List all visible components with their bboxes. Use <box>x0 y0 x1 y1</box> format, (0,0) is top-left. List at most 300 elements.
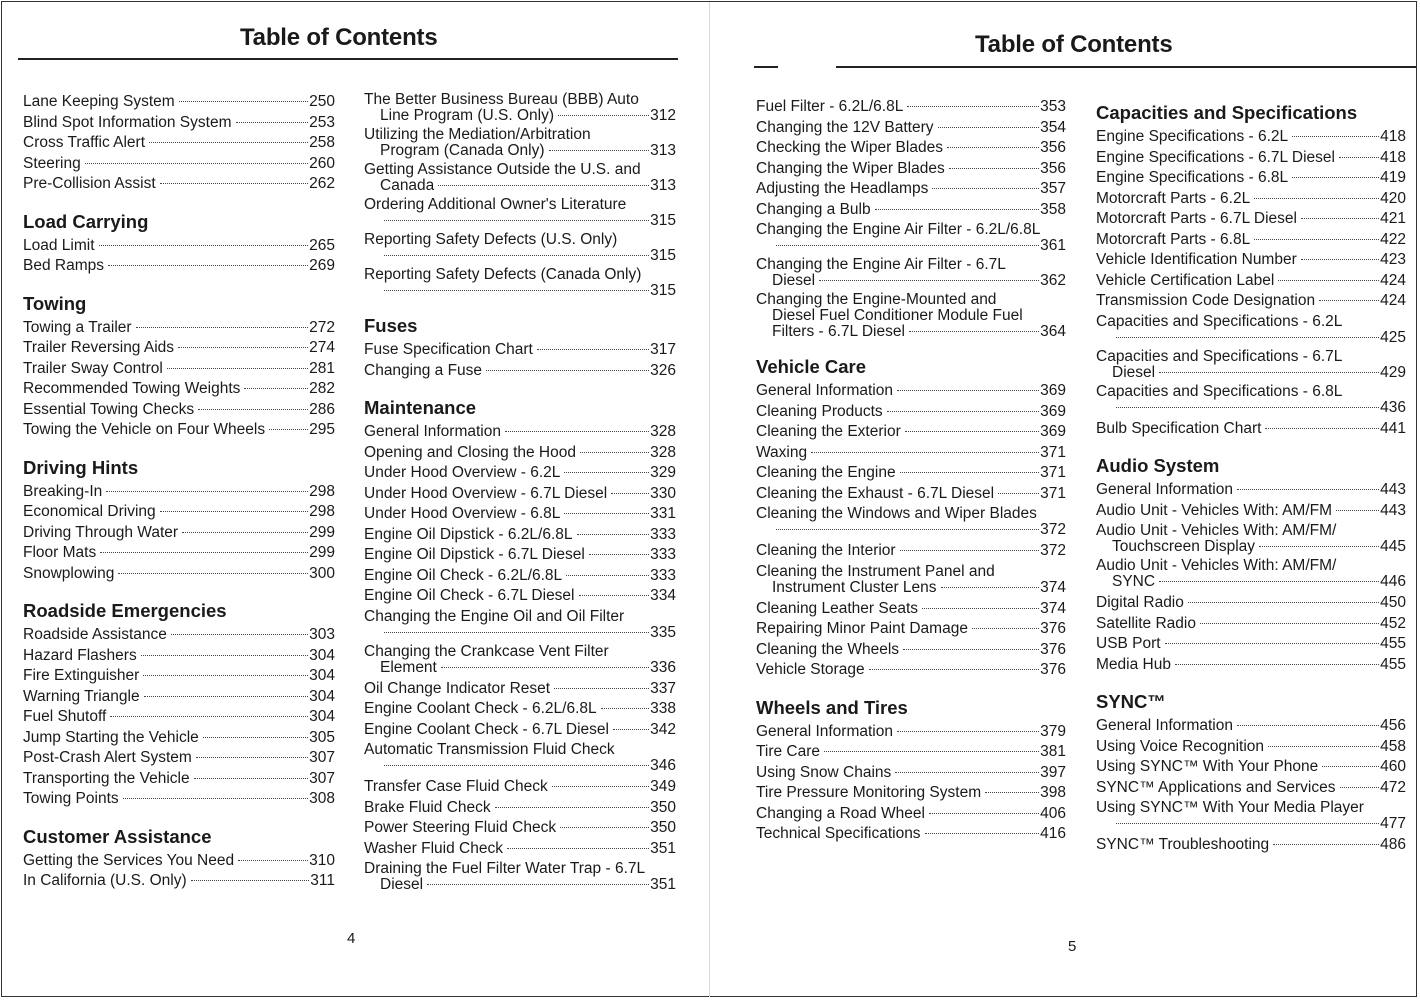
toc-entry[interactable] <box>364 340 676 361</box>
toc-entry[interactable] <box>1096 737 1406 758</box>
dot-leader <box>123 798 308 799</box>
toc-entry[interactable] <box>23 338 335 359</box>
entry-page-number: 350 <box>650 798 676 816</box>
entry-title-continued: Diesel <box>1112 363 1156 381</box>
dot-leader <box>897 390 1039 391</box>
entry-title: Getting Assistance Outside the U.S. and <box>364 161 641 178</box>
entry-second-line <box>364 877 676 893</box>
toc-entry[interactable] <box>756 179 1066 200</box>
toc-entry[interactable] <box>756 402 1066 423</box>
entry-title: Engine Specifications - 6.7L Diesel <box>1096 148 1335 166</box>
toc-entry[interactable] <box>1096 314 1406 346</box>
toc-entry[interactable] <box>23 543 335 564</box>
toc-entry[interactable] <box>364 422 676 443</box>
dot-leader <box>160 183 308 184</box>
dot-leader <box>106 491 308 492</box>
toc-entry[interactable] <box>756 824 1066 845</box>
toc-entry[interactable] <box>1096 614 1406 635</box>
dot-leader <box>922 608 1039 609</box>
entry-title: Engine Oil Check - 6.2L/6.8L <box>364 566 563 584</box>
toc-entry[interactable] <box>364 699 676 720</box>
dot-leader <box>558 115 649 116</box>
toc-entry[interactable] <box>23 256 335 277</box>
entry-page-number: 350 <box>650 819 676 836</box>
toc-entry[interactable] <box>1096 757 1406 778</box>
toc-entry[interactable] <box>23 687 335 708</box>
dot-leader <box>895 772 1039 773</box>
toc-entry[interactable] <box>756 783 1066 804</box>
dot-leader <box>171 634 308 635</box>
entry-title: Oil Change Indicator Reset <box>364 679 551 697</box>
toc-entry[interactable] <box>756 804 1066 825</box>
entry-title-continued: Canada <box>380 177 435 194</box>
toc-entry[interactable] <box>1096 250 1406 271</box>
toc-section <box>756 97 1066 340</box>
toc-entry[interactable] <box>1096 349 1406 381</box>
entry-title: Hazard Flashers <box>23 646 137 664</box>
dot-leader <box>118 573 308 574</box>
entry-page-number: 361 <box>1040 237 1066 254</box>
toc-entry[interactable] <box>364 525 676 546</box>
entry-page-number: 460 <box>1380 758 1406 775</box>
section-heading: Capacities and Specifications <box>1096 102 1358 123</box>
toc-entry[interactable] <box>23 133 335 154</box>
dot-leader <box>198 409 308 410</box>
entry-page-number: 472 <box>1380 778 1406 796</box>
entry-page-number: 425 <box>1380 328 1406 346</box>
toc-entry[interactable] <box>23 400 335 421</box>
toc-entry[interactable] <box>756 722 1066 743</box>
entry-page-number: 424 <box>1380 271 1406 289</box>
section-heading: Towing <box>23 292 87 314</box>
entry-page-number: 371 <box>1040 484 1066 502</box>
toc-entry[interactable] <box>23 379 335 400</box>
entry-page-number: 305 <box>309 728 335 746</box>
entry-page-number: 300 <box>309 564 335 582</box>
toc-entry[interactable] <box>364 92 676 124</box>
dot-leader <box>507 848 649 849</box>
entry-title: Fuse Specification Chart <box>364 341 533 358</box>
page-title-left: Table of Contents <box>240 24 438 51</box>
entry-title: Adjusting the Headlamps <box>756 180 929 197</box>
toc-entry[interactable] <box>23 748 335 769</box>
dot-leader <box>1301 259 1379 260</box>
dot-leader <box>1340 787 1380 788</box>
toc-entry[interactable] <box>756 484 1066 505</box>
dot-leader <box>108 265 308 266</box>
entry-page-number: 398 <box>1040 784 1066 801</box>
entry-page-number: 338 <box>650 700 676 717</box>
entry-page-number: 419 <box>1380 169 1406 186</box>
toc-entry[interactable] <box>756 506 1066 538</box>
entry-page-number: 336 <box>650 658 676 676</box>
entry-title: Capacities and Specifications - 6.8L <box>1096 382 1343 400</box>
entry-title: Floor Mats <box>23 544 97 561</box>
dot-leader <box>167 368 308 369</box>
entry-page-number: 445 <box>1380 538 1406 555</box>
section-heading: Roadside Emergencies <box>23 600 227 621</box>
dot-leader <box>141 655 308 656</box>
entry-page-number: 349 <box>650 778 676 795</box>
dot-leader <box>1278 280 1379 281</box>
entry-page-number: 416 <box>1040 825 1066 842</box>
dot-leader <box>932 188 1039 189</box>
entry-title: Draining the Fuel Filter Water Trap - 6.7L <box>364 860 646 877</box>
toc-entry[interactable] <box>364 679 676 700</box>
toc-entry[interactable] <box>756 138 1066 159</box>
entry-title: Engine Specifications - 6.2L <box>1096 128 1289 145</box>
dot-leader <box>1188 602 1379 603</box>
dot-leader <box>1292 136 1379 137</box>
entry-title: Vehicle Storage <box>756 661 865 678</box>
toc-entry[interactable] <box>364 504 676 525</box>
toc-section <box>23 599 335 810</box>
entry-page-number: 452 <box>1380 614 1406 632</box>
entry-title: Changing the 12V Battery <box>756 118 934 136</box>
entry-page-number: 265 <box>309 236 335 254</box>
entry-second-line <box>364 248 676 264</box>
entry-title: Repairing Minor Paint Damage <box>756 620 968 637</box>
toc-entry[interactable] <box>364 798 676 819</box>
toc-column-1 <box>23 92 335 892</box>
dot-leader <box>144 696 309 697</box>
entry-page-number: 354 <box>1040 118 1066 136</box>
entry-page-number: 315 <box>650 247 676 264</box>
entry-title: Fire Extinguisher <box>23 667 140 684</box>
entry-page-number: 376 <box>1040 620 1066 637</box>
toc-entry[interactable] <box>1096 655 1406 676</box>
dot-leader <box>554 688 649 689</box>
toc-entry[interactable] <box>1096 523 1406 555</box>
toc-entry[interactable] <box>23 769 335 790</box>
entry-title: Motorcraft Parts - 6.7L Diesel <box>1096 210 1297 227</box>
entry-page-number: 422 <box>1380 230 1406 248</box>
dot-leader <box>1292 177 1379 178</box>
dot-leader <box>897 731 1039 732</box>
entry-second-line <box>364 758 676 774</box>
entry-title: Engine Coolant Check - 6.2L/6.8L <box>364 700 597 717</box>
toc-entry[interactable] <box>756 257 1066 289</box>
entry-page-number: 298 <box>309 503 335 520</box>
toc-entry[interactable] <box>364 566 676 587</box>
toc-entry[interactable] <box>23 420 335 441</box>
entry-title: General Information <box>756 382 893 399</box>
entry-title: Cleaning the Exhaust - 6.7L Diesel <box>756 484 995 502</box>
toc-entry[interactable] <box>756 599 1066 620</box>
dot-leader <box>143 675 308 676</box>
dot-leader <box>1259 546 1379 547</box>
toc-entry[interactable] <box>756 619 1066 640</box>
entry-title-continued: Touchscreen Display <box>1112 538 1256 555</box>
dot-leader <box>776 529 1039 530</box>
toc-entry[interactable] <box>23 646 335 667</box>
dot-leader <box>179 101 308 102</box>
toc-entry[interactable] <box>756 118 1066 139</box>
entry-page-number: 308 <box>309 790 335 807</box>
entry-title: Capacities and Specifications - 6.7L <box>1096 347 1343 365</box>
dot-leader <box>1319 300 1379 301</box>
toc-entry[interactable] <box>1096 419 1406 440</box>
dot-leader <box>819 280 1039 281</box>
dot-leader <box>1237 725 1379 726</box>
dot-leader <box>611 493 649 494</box>
toc-entry[interactable] <box>1096 230 1406 251</box>
toc-entry[interactable] <box>1096 593 1406 614</box>
entry-title-continued: Program (Canada Only) <box>380 142 545 159</box>
toc-entry[interactable] <box>756 292 1066 340</box>
toc-entry[interactable] <box>756 222 1066 254</box>
dot-leader <box>875 209 1040 210</box>
entry-page-number: 333 <box>650 525 676 543</box>
dot-leader <box>1254 198 1379 199</box>
entry-second-line <box>756 324 1066 340</box>
dot-leader <box>486 370 649 371</box>
entry-page-number: 374 <box>1040 599 1066 617</box>
entry-page-number: 450 <box>1380 594 1406 611</box>
entry-page-number: 262 <box>309 175 335 192</box>
toc-entry[interactable] <box>756 763 1066 784</box>
dot-leader <box>203 737 308 738</box>
toc-entry[interactable] <box>364 644 676 676</box>
toc-entry[interactable] <box>756 443 1066 464</box>
toc-entry[interactable] <box>756 564 1066 596</box>
dot-leader <box>552 786 649 787</box>
toc-entry[interactable] <box>23 707 335 728</box>
toc-entry[interactable] <box>364 197 676 229</box>
entry-title: Changing a Fuse <box>364 361 483 379</box>
entry-page-number: 456 <box>1380 717 1406 734</box>
dot-leader <box>191 880 310 881</box>
dot-leader <box>244 388 308 389</box>
section-heading: Driving Hints <box>23 456 139 478</box>
toc-entry[interactable] <box>1096 127 1406 148</box>
toc-entry[interactable] <box>1096 271 1406 292</box>
entry-page-number: 397 <box>1040 763 1066 781</box>
toc-entry[interactable] <box>364 232 676 264</box>
toc-entry[interactable] <box>1096 209 1406 230</box>
toc-entry[interactable] <box>756 97 1066 118</box>
toc-entry[interactable] <box>1096 291 1406 312</box>
toc-entry[interactable] <box>364 127 676 159</box>
entry-second-line <box>364 143 676 159</box>
dot-leader <box>998 493 1039 494</box>
dot-leader <box>384 632 649 633</box>
toc-entry[interactable] <box>1096 716 1406 737</box>
toc-entry[interactable] <box>1096 800 1406 832</box>
toc-entry[interactable] <box>23 728 335 749</box>
dot-leader <box>577 534 650 535</box>
toc-entry[interactable] <box>756 159 1066 180</box>
entry-title-continued: Instrument Cluster Lens <box>772 578 937 596</box>
dot-leader <box>564 513 649 514</box>
toc-entry[interactable] <box>364 463 676 484</box>
toc-entry[interactable] <box>1096 634 1406 655</box>
entry-page-number: 331 <box>650 505 676 522</box>
toc-entry[interactable] <box>756 381 1066 402</box>
toc-entry[interactable] <box>364 162 676 194</box>
toc-entry[interactable] <box>364 484 676 505</box>
toc-entry[interactable] <box>364 777 676 798</box>
entry-title: Snowplowing <box>23 564 115 582</box>
toc-entry[interactable] <box>1096 189 1406 210</box>
entry-title: Cleaning the Interior <box>756 542 896 559</box>
entry-title: Trailer Sway Control <box>23 359 163 377</box>
dot-leader <box>196 757 308 758</box>
entry-page-number: 326 <box>650 361 676 379</box>
toc-entry[interactable] <box>364 839 676 860</box>
entry-second-line <box>364 213 676 229</box>
entry-title-continued: Line Program (U.S. Only) <box>380 107 554 124</box>
toc-entry[interactable] <box>23 318 335 339</box>
toc-entry[interactable] <box>23 236 335 257</box>
toc-entry[interactable] <box>756 640 1066 661</box>
toc-section <box>23 456 335 585</box>
toc-entry[interactable] <box>756 742 1066 763</box>
toc-entry[interactable] <box>23 482 335 503</box>
entry-title: Cleaning Leather Seats <box>756 599 919 617</box>
entry-title: Blind Spot Information System <box>23 113 232 131</box>
entry-page-number: 371 <box>1040 464 1066 481</box>
dot-leader <box>136 327 309 328</box>
toc-entry[interactable] <box>756 660 1066 681</box>
dot-leader <box>384 255 649 256</box>
toc-entry[interactable] <box>364 720 676 741</box>
toc-entry[interactable] <box>23 359 335 380</box>
entry-title: Using Snow Chains <box>756 763 892 781</box>
entry-page-number: 420 <box>1380 189 1406 207</box>
entry-title: Tire Pressure Monitoring System <box>756 784 982 801</box>
dot-leader <box>1268 746 1379 747</box>
toc-entry[interactable] <box>1096 384 1406 416</box>
toc-entry[interactable] <box>756 463 1066 484</box>
toc-entry[interactable] <box>23 154 335 175</box>
entry-title: Recommended Towing Weights <box>23 380 241 397</box>
toc-entry[interactable] <box>23 113 335 134</box>
section-heading: Maintenance <box>364 397 477 418</box>
dot-leader <box>564 472 649 473</box>
toc-entry[interactable] <box>364 443 676 464</box>
entry-page-number: 304 <box>309 646 335 664</box>
entry-title: Vehicle Identification Number <box>1096 251 1297 268</box>
toc-entry[interactable] <box>364 861 676 893</box>
entry-title: Changing the Engine Air Filter - 6.2L/6.8L <box>756 221 1041 238</box>
toc-entry[interactable] <box>1096 835 1406 856</box>
dot-leader <box>1200 623 1379 624</box>
entry-page-number: 328 <box>650 443 676 461</box>
toc-entry[interactable] <box>1096 778 1406 799</box>
entry-page-number: 313 <box>650 142 676 159</box>
entry-title: Vehicle Certification Label <box>1096 271 1275 289</box>
entry-title: Audio Unit - Vehicles With: AM/FM/ <box>1096 557 1337 574</box>
dot-leader <box>601 708 649 709</box>
entry-title: Reporting Safety Defects (Canada Only) <box>364 266 642 283</box>
entry-second-line <box>756 580 1066 596</box>
entry-title: Technical Specifications <box>756 825 921 842</box>
entry-page-number: 351 <box>650 876 676 893</box>
toc-entry[interactable] <box>756 541 1066 562</box>
dot-leader <box>776 245 1039 246</box>
toc-entry[interactable] <box>23 666 335 687</box>
toc-entry[interactable] <box>1096 148 1406 169</box>
toc-entry[interactable] <box>23 564 335 585</box>
toc-entry[interactable] <box>23 789 335 810</box>
entry-title: Motorcraft Parts - 6.8L <box>1096 230 1251 248</box>
entry-page-number: 356 <box>1040 139 1066 156</box>
toc-entry[interactable] <box>364 818 676 839</box>
entry-title: Cleaning the Wheels <box>756 640 900 658</box>
toc-entry[interactable] <box>23 92 335 113</box>
entry-page-number: 424 <box>1380 292 1406 309</box>
entry-title: Washer Fluid Check <box>364 839 503 857</box>
entry-title: Changing the Engine Air Filter - 6.7L <box>756 256 1006 273</box>
toc-section <box>1096 101 1406 439</box>
entry-title: Cleaning the Exterior <box>756 423 901 440</box>
toc-entry[interactable] <box>364 545 676 566</box>
dot-leader <box>384 290 649 291</box>
entry-page-number: 443 <box>1380 501 1406 519</box>
toc-column-2 <box>364 90 676 896</box>
entry-title: General Information <box>1096 717 1233 734</box>
entry-title: Breaking-In <box>23 482 103 500</box>
toc-entry[interactable] <box>364 361 676 382</box>
entry-title: Under Hood Overview - 6.7L Diesel <box>364 484 608 502</box>
toc-entry[interactable] <box>23 174 335 195</box>
entry-page-number: 446 <box>1380 573 1406 590</box>
entry-page-number: 330 <box>650 484 676 502</box>
entry-page-number: 315 <box>650 212 676 229</box>
toc-entry[interactable] <box>1096 501 1406 522</box>
dot-leader <box>947 147 1039 148</box>
entry-title: Changing the Crankcase Vent Filter <box>364 642 609 660</box>
toc-column-3 <box>756 97 1066 845</box>
entry-page-number: 369 <box>1040 382 1066 399</box>
section-heading: Load Carrying <box>23 210 149 232</box>
entry-title: General Information <box>1096 481 1233 498</box>
toc-entry[interactable] <box>756 422 1066 443</box>
entry-title: Ordering Additional Owner's Literature <box>364 196 627 213</box>
toc-section <box>23 92 335 195</box>
toc-entry[interactable] <box>23 523 335 544</box>
toc-entry[interactable] <box>23 625 335 646</box>
entry-title: Changing the Engine Oil and Oil Filter <box>364 607 625 625</box>
toc-entry[interactable] <box>364 742 676 774</box>
entry-title: Cleaning the Engine <box>756 464 896 481</box>
entry-page-number: 333 <box>650 546 676 563</box>
toc-entry[interactable] <box>364 586 676 607</box>
toc-entry[interactable] <box>1096 558 1406 590</box>
entry-page-number: 253 <box>309 113 335 131</box>
toc-entry[interactable] <box>756 200 1066 221</box>
toc-entry[interactable] <box>1096 168 1406 189</box>
dot-leader <box>824 751 1039 752</box>
toc-entry[interactable] <box>23 502 335 523</box>
toc-entry[interactable] <box>364 609 676 641</box>
entry-title: Fuel Filter - 6.2L/6.8L <box>756 98 904 115</box>
entry-title: The Better Business Bureau (BBB) Auto <box>364 91 639 108</box>
page-title-right: Table of Contents <box>975 31 1173 58</box>
title-rule-right-short <box>754 66 778 68</box>
toc-entry[interactable] <box>1096 480 1406 501</box>
toc-entry[interactable] <box>23 871 335 892</box>
toc-entry[interactable] <box>364 267 676 299</box>
entry-page-number: 313 <box>650 177 676 194</box>
entry-title: SYNC™ Troubleshooting <box>1096 836 1270 853</box>
page-number-right: 5 <box>1068 938 1077 955</box>
toc-entry[interactable] <box>23 851 335 872</box>
dot-leader <box>1159 581 1379 582</box>
dot-leader <box>1265 428 1379 429</box>
dot-leader <box>1237 489 1379 490</box>
